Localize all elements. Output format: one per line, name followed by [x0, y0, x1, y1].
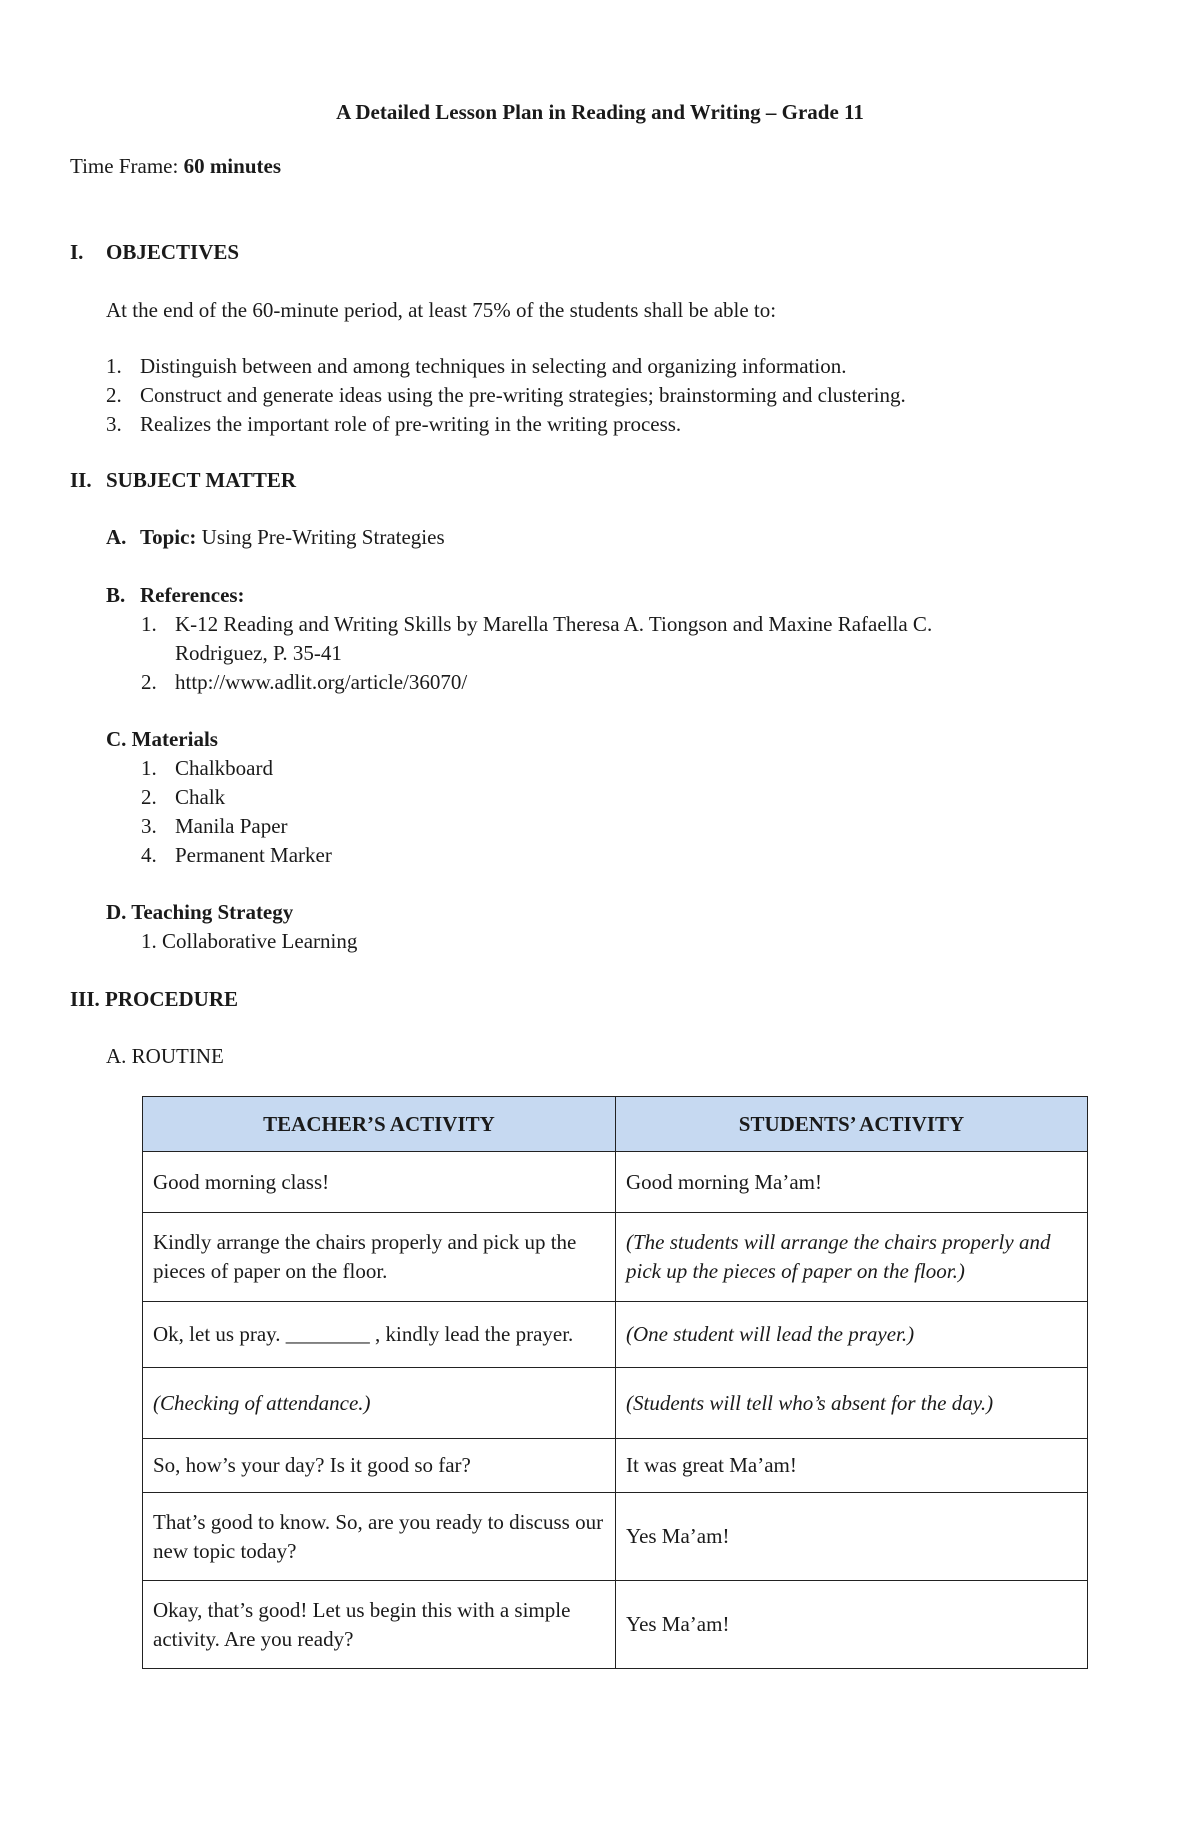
material-item: 4. Permanent Marker [141, 843, 332, 867]
student-cell: Yes Ma’am! [616, 1581, 1088, 1669]
table-row [143, 1581, 1088, 1669]
student-cell: Good morning Ma’am! [616, 1152, 1088, 1213]
teaching-strategy-item: 1. Collaborative Learning [141, 929, 358, 953]
student-cell: (Students will tell who’s absent for the day.) [616, 1368, 1088, 1439]
material-item: 3. Manila Paper [141, 814, 288, 838]
teacher-cell: Kindly arrange the chairs properly and pick up the pieces of paper on the floor. [143, 1213, 616, 1302]
subject-matter-heading [70, 466, 296, 495]
teacher-cell: That’s good to know. So, are you ready to discuss our new topic today? [143, 1493, 616, 1581]
topic-value: Using Pre-Writing Strategies [201, 525, 445, 549]
subject-matter-heading-text: SUBJECT MATTER [106, 468, 297, 492]
material-item: 1. Chalkboard [141, 756, 273, 780]
table-row [143, 1302, 1088, 1368]
time-frame [70, 152, 281, 181]
student-cell: (The students will arrange the chairs properly and pick up the pieces of paper on the floor.) [616, 1213, 1088, 1302]
material-item: 2. Chalk [141, 785, 226, 809]
objective-item: 1. Distinguish between and among techniques in selecting and organizing information. [106, 354, 847, 378]
reference-item: 2. http://www.adlit.org/article/36070/ [141, 670, 468, 694]
routine-table [142, 1096, 1088, 1669]
objective-item: 3. Realizes the important role of pre-writing in the writing process. [106, 412, 682, 436]
reference-link: http://www.adlit.org/article/36070/ [175, 670, 468, 694]
objectives-intro: At the end of the 60-minute period, at least 75% of the students shall be able to: [106, 298, 777, 322]
topic-line: A. Topic: Using Pre-Writing Strategies [106, 525, 445, 549]
objectives-number: I. [70, 240, 84, 264]
table-row [143, 1493, 1088, 1581]
time-frame-value: 60 minutes [183, 154, 281, 178]
document-title: A Detailed Lesson Plan in Reading and Writing – Grade 11 [336, 100, 864, 124]
teacher-cell: Ok, let us pray. ________ , kindly lead the prayer. [143, 1302, 616, 1368]
teacher-cell: (Checking of attendance.) [143, 1368, 616, 1439]
table-row [143, 1152, 1088, 1213]
column-header-teacher: TEACHER’S ACTIVITY [143, 1097, 616, 1152]
student-cell: Yes Ma’am! [616, 1493, 1088, 1581]
reference-item-continuation: Rodriguez, P. 35-41 [175, 641, 342, 665]
column-header-students: STUDENTS’ ACTIVITY [616, 1097, 1088, 1152]
objective-item: 2. Construct and generate ideas using the pre-writing strategies; brainstorming and clustering. [106, 383, 906, 407]
student-cell: (One student will lead the prayer.) [616, 1302, 1088, 1368]
objectives-heading-text: OBJECTIVES [106, 240, 240, 264]
subject-matter-number: II. [70, 468, 92, 492]
table-row [143, 1368, 1088, 1439]
procedure-heading: III. PROCEDURE [70, 987, 239, 1011]
teacher-cell: Good morning class! [143, 1152, 616, 1213]
reference-item: 1. K-12 Reading and Writing Skills by Marella Theresa A. Tiongson and Maxine Rafaella C. [141, 612, 933, 636]
topic-label: Topic: [140, 525, 197, 549]
teaching-strategy-heading: D. Teaching Strategy [106, 900, 294, 924]
table-row [143, 1213, 1088, 1302]
teacher-cell: So, how’s your day? Is it good so far? [143, 1439, 616, 1493]
table-row [143, 1439, 1088, 1493]
teacher-cell: Okay, that’s good! Let us begin this with a simple activity. Are you ready? [143, 1581, 616, 1669]
table-header-row [143, 1097, 1088, 1152]
time-frame-label: Time Frame: [70, 154, 179, 178]
materials-heading: C. Materials [106, 727, 218, 751]
references-heading: B. References: [106, 583, 245, 607]
objectives-heading [70, 238, 239, 267]
routine-subheading: A. ROUTINE [106, 1044, 224, 1068]
student-cell: It was great Ma’am! [616, 1439, 1088, 1493]
